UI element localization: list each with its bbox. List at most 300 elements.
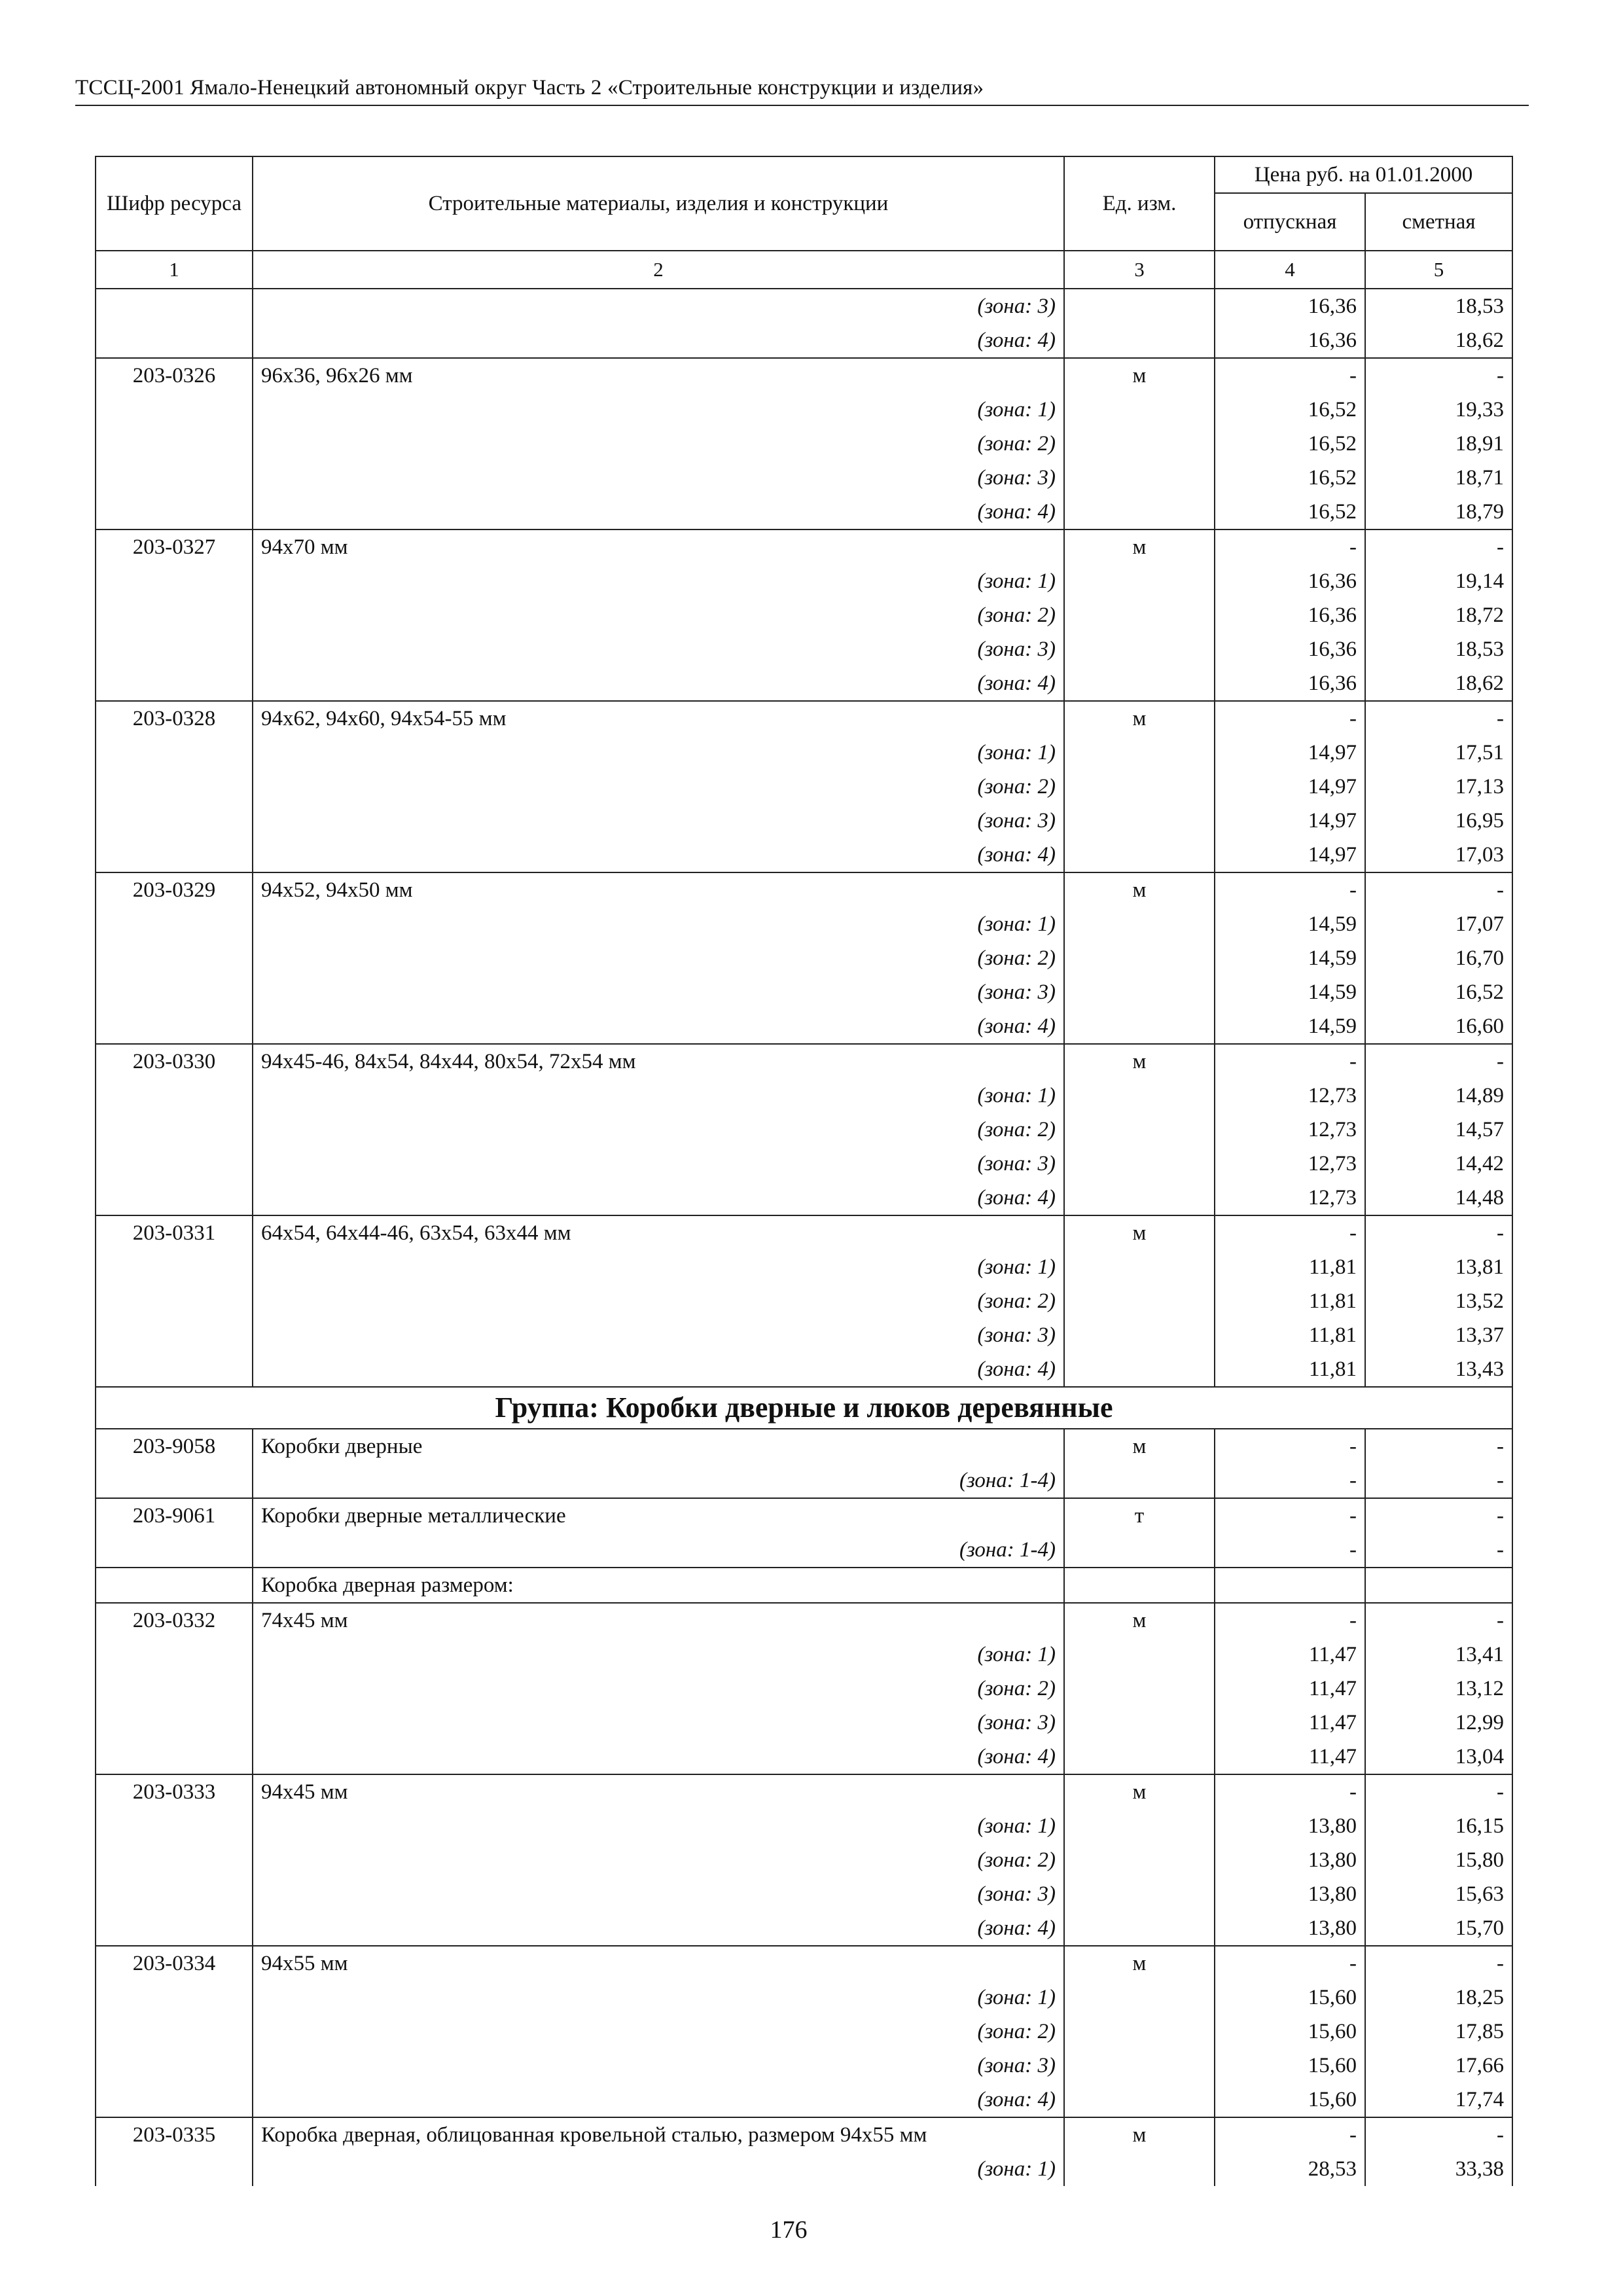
table-row bbox=[96, 289, 1512, 323]
zone-cell: (зона: 3) bbox=[253, 1706, 1064, 1740]
table-row bbox=[96, 1877, 1512, 1911]
unit-cell bbox=[1064, 1877, 1215, 1911]
release-price-cell: 16,36 bbox=[1215, 289, 1365, 323]
table-row bbox=[96, 1809, 1512, 1843]
code-cell bbox=[96, 1706, 253, 1740]
col-number: 1 bbox=[96, 251, 253, 289]
estimate-price-cell: 18,91 bbox=[1365, 427, 1512, 461]
table-row bbox=[96, 1181, 1512, 1215]
zone-cell: (зона: 4) bbox=[253, 2083, 1064, 2117]
code-cell bbox=[96, 427, 253, 461]
unit-cell bbox=[1064, 2083, 1215, 2117]
zone-cell: (зона: 2) bbox=[253, 1843, 1064, 1877]
estimate-price-cell: 13,52 bbox=[1365, 1284, 1512, 1318]
zone-cell: (зона: 2) bbox=[253, 1113, 1064, 1147]
unit-cell bbox=[1064, 907, 1215, 941]
code-cell bbox=[96, 1911, 253, 1946]
estimate-price-cell: 17,07 bbox=[1365, 907, 1512, 941]
unit-cell bbox=[1064, 1463, 1215, 1498]
table-row bbox=[96, 1498, 1512, 1533]
subheading-row bbox=[96, 1568, 1512, 1603]
release-price-cell: 12,73 bbox=[1215, 1181, 1365, 1215]
estimate-price-cell: 18,53 bbox=[1365, 289, 1512, 323]
code-cell bbox=[96, 1181, 253, 1215]
table-body bbox=[96, 289, 1512, 2186]
zone-cell: (зона: 2) bbox=[253, 598, 1064, 632]
table-row bbox=[96, 975, 1512, 1009]
estimate-price-cell: - bbox=[1365, 1946, 1512, 1981]
zone-cell: (зона: 3) bbox=[253, 289, 1064, 323]
release-price-cell: - bbox=[1215, 1215, 1365, 1250]
group-heading: Группа: Коробки дверные и люков деревянные bbox=[96, 1387, 1512, 1429]
estimate-price-cell: 18,72 bbox=[1365, 598, 1512, 632]
table-row bbox=[96, 701, 1512, 736]
zone-cell: (зона: 2) bbox=[253, 1284, 1064, 1318]
release-price-cell: 11,47 bbox=[1215, 1638, 1365, 1672]
estimate-price-cell: 16,70 bbox=[1365, 941, 1512, 975]
release-price-cell: 12,73 bbox=[1215, 1147, 1365, 1181]
code-cell bbox=[96, 666, 253, 701]
group-heading-row bbox=[96, 1387, 1512, 1429]
unit-cell bbox=[1064, 1740, 1215, 1774]
release-price-cell: 16,36 bbox=[1215, 666, 1365, 701]
estimate-price-cell: 12,99 bbox=[1365, 1706, 1512, 1740]
table-row bbox=[96, 2117, 1512, 2152]
col-number: 3 bbox=[1064, 251, 1215, 289]
zone-cell: (зона: 1) bbox=[253, 907, 1064, 941]
table-row bbox=[96, 2152, 1512, 2186]
estimate-price-cell: 18,62 bbox=[1365, 666, 1512, 701]
resource-code-cell: 203-0330 bbox=[96, 1044, 253, 1079]
release-price-cell: - bbox=[1215, 872, 1365, 907]
table-row bbox=[96, 770, 1512, 804]
table-row bbox=[96, 1533, 1512, 1568]
resource-code-cell: 203-0335 bbox=[96, 2117, 253, 2152]
unit-cell bbox=[1064, 461, 1215, 495]
resource-code-cell: 203-0328 bbox=[96, 701, 253, 736]
code-cell bbox=[96, 1147, 253, 1181]
table-row bbox=[96, 1009, 1512, 1044]
code-cell bbox=[96, 2152, 253, 2186]
code-cell bbox=[96, 941, 253, 975]
col-header-estimate: сметная bbox=[1365, 193, 1512, 251]
release-price-cell: 11,81 bbox=[1215, 1250, 1365, 1284]
item-name-cell: 94х45 мм bbox=[253, 1774, 1064, 1809]
estimate-price-cell: 17,13 bbox=[1365, 770, 1512, 804]
table-row bbox=[96, 461, 1512, 495]
estimate-price-cell: - bbox=[1365, 529, 1512, 564]
estimate-price-cell: - bbox=[1365, 1498, 1512, 1533]
unit-cell bbox=[1064, 1568, 1215, 1603]
zone-cell: (зона: 4) bbox=[253, 1181, 1064, 1215]
unit-cell: м bbox=[1064, 1429, 1215, 1463]
code-cell bbox=[96, 1672, 253, 1706]
zone-cell: (зона: 2) bbox=[253, 1672, 1064, 1706]
unit-cell bbox=[1064, 323, 1215, 358]
table-row bbox=[96, 1079, 1512, 1113]
price-table bbox=[95, 156, 1513, 2186]
release-price-cell: 16,52 bbox=[1215, 495, 1365, 529]
code-cell bbox=[96, 1079, 253, 1113]
release-price-cell: 14,97 bbox=[1215, 770, 1365, 804]
unit-cell bbox=[1064, 975, 1215, 1009]
table-row bbox=[96, 323, 1512, 358]
table-row bbox=[96, 529, 1512, 564]
estimate-price-cell: 17,85 bbox=[1365, 2015, 1512, 2049]
code-cell bbox=[96, 1809, 253, 1843]
estimate-price-cell: 17,03 bbox=[1365, 838, 1512, 872]
table-row bbox=[96, 1113, 1512, 1147]
table-row bbox=[96, 804, 1512, 838]
zone-cell: (зона: 1) bbox=[253, 736, 1064, 770]
table-row bbox=[96, 1463, 1512, 1498]
estimate-price-cell: - bbox=[1365, 1603, 1512, 1638]
table-row bbox=[96, 1911, 1512, 1946]
table-row bbox=[96, 495, 1512, 529]
release-price-cell: - bbox=[1215, 1603, 1365, 1638]
release-price-cell: - bbox=[1215, 1044, 1365, 1079]
zone-cell: (зона: 1) bbox=[253, 393, 1064, 427]
col-number: 2 bbox=[253, 251, 1064, 289]
estimate-price-cell: 13,41 bbox=[1365, 1638, 1512, 1672]
unit-cell bbox=[1064, 941, 1215, 975]
release-price-cell: 14,97 bbox=[1215, 804, 1365, 838]
estimate-price-cell: 19,14 bbox=[1365, 564, 1512, 598]
code-cell bbox=[96, 1250, 253, 1284]
table-row bbox=[96, 1638, 1512, 1672]
code-cell bbox=[96, 907, 253, 941]
zone-cell: (зона: 1) bbox=[253, 2152, 1064, 2186]
code-cell bbox=[96, 1284, 253, 1318]
zone-cell: (зона: 3) bbox=[253, 2049, 1064, 2083]
table-row bbox=[96, 2015, 1512, 2049]
col-header-unit: Ед. изм. bbox=[1064, 156, 1215, 251]
release-price-cell: 28,53 bbox=[1215, 2152, 1365, 2186]
release-price-cell: - bbox=[1215, 529, 1365, 564]
code-cell bbox=[96, 632, 253, 666]
zone-cell: (зона: 3) bbox=[253, 1147, 1064, 1181]
release-price-cell: - bbox=[1215, 2117, 1365, 2152]
zone-cell: (зона: 3) bbox=[253, 804, 1064, 838]
zone-cell: (зона: 4) bbox=[253, 323, 1064, 358]
release-price-cell: 16,52 bbox=[1215, 393, 1365, 427]
estimate-price-cell: 13,37 bbox=[1365, 1318, 1512, 1352]
table-row bbox=[96, 1706, 1512, 1740]
unit-cell bbox=[1064, 1079, 1215, 1113]
release-price-cell: 16,36 bbox=[1215, 598, 1365, 632]
table-row bbox=[96, 1044, 1512, 1079]
zone-cell: (зона: 3) bbox=[253, 975, 1064, 1009]
estimate-price-cell: 15,70 bbox=[1365, 1911, 1512, 1946]
release-price-cell: 11,81 bbox=[1215, 1318, 1365, 1352]
unit-cell bbox=[1064, 289, 1215, 323]
resource-code-cell: 203-0334 bbox=[96, 1946, 253, 1981]
estimate-price-cell: 13,12 bbox=[1365, 1672, 1512, 1706]
table-row bbox=[96, 427, 1512, 461]
estimate-price-cell: 18,79 bbox=[1365, 495, 1512, 529]
release-price-cell: 14,97 bbox=[1215, 736, 1365, 770]
estimate-price-cell: - bbox=[1365, 1429, 1512, 1463]
estimate-price-cell: 16,95 bbox=[1365, 804, 1512, 838]
unit-cell bbox=[1064, 598, 1215, 632]
release-price-cell: - bbox=[1215, 1429, 1365, 1463]
table-row bbox=[96, 838, 1512, 872]
estimate-price-cell: 14,57 bbox=[1365, 1113, 1512, 1147]
col-number: 4 bbox=[1215, 251, 1365, 289]
code-cell bbox=[96, 461, 253, 495]
table-row bbox=[96, 358, 1512, 393]
zone-cell: (зона: 2) bbox=[253, 941, 1064, 975]
release-price-cell: 14,59 bbox=[1215, 941, 1365, 975]
table-row bbox=[96, 598, 1512, 632]
zone-cell: (зона: 1) bbox=[253, 1809, 1064, 1843]
unit-cell: м bbox=[1064, 872, 1215, 907]
unit-cell bbox=[1064, 666, 1215, 701]
item-name-cell: 96х36, 96х26 мм bbox=[253, 358, 1064, 393]
page-number: 176 bbox=[770, 2216, 808, 2244]
release-price-cell: 12,73 bbox=[1215, 1113, 1365, 1147]
release-price-cell: 14,59 bbox=[1215, 1009, 1365, 1044]
zone-cell: (зона: 4) bbox=[253, 1352, 1064, 1387]
table-row bbox=[96, 564, 1512, 598]
unit-cell bbox=[1064, 1809, 1215, 1843]
release-price-cell: 13,80 bbox=[1215, 1809, 1365, 1843]
unit-cell bbox=[1064, 838, 1215, 872]
unit-cell bbox=[1064, 1009, 1215, 1044]
zone-cell: (зона: 3) bbox=[253, 1318, 1064, 1352]
item-name-cell: Коробки дверные bbox=[253, 1429, 1064, 1463]
col-header-code: Шифр ресурса bbox=[96, 156, 253, 251]
zone-cell: (зона: 4) bbox=[253, 1009, 1064, 1044]
code-cell bbox=[96, 1877, 253, 1911]
release-price-cell: 11,81 bbox=[1215, 1284, 1365, 1318]
item-name-cell: 94х70 мм bbox=[253, 529, 1064, 564]
code-cell bbox=[96, 323, 253, 358]
code-cell bbox=[96, 736, 253, 770]
unit-cell bbox=[1064, 1147, 1215, 1181]
unit-cell: м bbox=[1064, 1603, 1215, 1638]
unit-cell bbox=[1064, 2049, 1215, 2083]
estimate-price-cell: 15,63 bbox=[1365, 1877, 1512, 1911]
release-price-cell: - bbox=[1215, 1498, 1365, 1533]
code-cell bbox=[96, 289, 253, 323]
unit-cell bbox=[1064, 1181, 1215, 1215]
estimate-price-cell: 13,04 bbox=[1365, 1740, 1512, 1774]
estimate-price-cell: 33,38 bbox=[1365, 2152, 1512, 2186]
table-row bbox=[96, 1672, 1512, 1706]
table-row bbox=[96, 1843, 1512, 1877]
resource-code-cell: 203-0326 bbox=[96, 358, 253, 393]
code-cell bbox=[96, 1638, 253, 1672]
code-cell bbox=[96, 1981, 253, 2015]
release-price-cell: 15,60 bbox=[1215, 2015, 1365, 2049]
release-price-cell: 11,81 bbox=[1215, 1352, 1365, 1387]
table-head bbox=[96, 156, 1512, 289]
zone-cell: (зона: 3) bbox=[253, 1877, 1064, 1911]
table-row bbox=[96, 872, 1512, 907]
estimate-price-cell: 14,48 bbox=[1365, 1181, 1512, 1215]
resource-code-cell: 203-0329 bbox=[96, 872, 253, 907]
item-name-cell: 94х52, 94х50 мм bbox=[253, 872, 1064, 907]
table-row bbox=[96, 1774, 1512, 1809]
zone-cell: (зона: 4) bbox=[253, 666, 1064, 701]
estimate-price-cell: 17,66 bbox=[1365, 2049, 1512, 2083]
release-price-cell: - bbox=[1215, 1774, 1365, 1809]
unit-cell bbox=[1064, 1352, 1215, 1387]
estimate-price-cell: 18,71 bbox=[1365, 461, 1512, 495]
col-header-name: Строительные материалы, изделия и конструкции bbox=[253, 156, 1064, 251]
code-cell bbox=[96, 804, 253, 838]
zone-cell: (зона: 4) bbox=[253, 1911, 1064, 1946]
zone-cell: (зона: 1) bbox=[253, 1638, 1064, 1672]
table-row bbox=[96, 1740, 1512, 1774]
table-row bbox=[96, 2049, 1512, 2083]
estimate-price-cell: 16,15 bbox=[1365, 1809, 1512, 1843]
item-name-cell: 94х45-46, 84х54, 84х44, 80х54, 72х54 мм bbox=[253, 1044, 1064, 1079]
estimate-price-cell: 14,42 bbox=[1365, 1147, 1512, 1181]
release-price-cell: - bbox=[1215, 1533, 1365, 1568]
unit-cell: м bbox=[1064, 1774, 1215, 1809]
table-row bbox=[96, 1147, 1512, 1181]
header-rule bbox=[75, 105, 1529, 106]
table-row bbox=[96, 2083, 1512, 2117]
unit-cell bbox=[1064, 1638, 1215, 1672]
table-row bbox=[96, 736, 1512, 770]
unit-cell bbox=[1064, 495, 1215, 529]
zone-cell: (зона: 4) bbox=[253, 495, 1064, 529]
unit-cell bbox=[1064, 804, 1215, 838]
estimate-price-cell bbox=[1365, 1568, 1512, 1603]
code-cell bbox=[96, 1568, 253, 1603]
resource-code-cell: 203-0331 bbox=[96, 1215, 253, 1250]
col-header-price-group: Цена руб. на 01.01.2000 bbox=[1215, 156, 1512, 193]
estimate-price-cell: - bbox=[1365, 1044, 1512, 1079]
estimate-price-cell: 16,52 bbox=[1365, 975, 1512, 1009]
unit-cell bbox=[1064, 1911, 1215, 1946]
table-row bbox=[96, 632, 1512, 666]
code-cell bbox=[96, 1533, 253, 1568]
unit-cell bbox=[1064, 1706, 1215, 1740]
release-price-cell: 14,59 bbox=[1215, 975, 1365, 1009]
col-header-release: отпускная bbox=[1215, 193, 1365, 251]
table-row bbox=[96, 1429, 1512, 1463]
release-price-cell: - bbox=[1215, 1946, 1365, 1981]
code-cell bbox=[96, 1463, 253, 1498]
estimate-price-cell: - bbox=[1365, 1463, 1512, 1498]
code-cell bbox=[96, 564, 253, 598]
release-price-cell: 16,36 bbox=[1215, 323, 1365, 358]
estimate-price-cell: - bbox=[1365, 701, 1512, 736]
zone-cell: (зона: 3) bbox=[253, 461, 1064, 495]
zone-cell: (зона: 4) bbox=[253, 1740, 1064, 1774]
unit-cell: м bbox=[1064, 2117, 1215, 2152]
table-row bbox=[96, 1603, 1512, 1638]
estimate-price-cell: 13,43 bbox=[1365, 1352, 1512, 1387]
release-price-cell: 16,36 bbox=[1215, 564, 1365, 598]
estimate-price-cell: - bbox=[1365, 1774, 1512, 1809]
release-price-cell: 15,60 bbox=[1215, 2083, 1365, 2117]
zone-cell: (зона: 4) bbox=[253, 838, 1064, 872]
code-cell bbox=[96, 975, 253, 1009]
estimate-price-cell: 16,60 bbox=[1365, 1009, 1512, 1044]
zone-cell: (зона: 1) bbox=[253, 1250, 1064, 1284]
estimate-price-cell: - bbox=[1365, 2117, 1512, 2152]
unit-cell: м bbox=[1064, 358, 1215, 393]
table-row bbox=[96, 666, 1512, 701]
table-row bbox=[96, 1284, 1512, 1318]
estimate-price-cell: 17,51 bbox=[1365, 736, 1512, 770]
table-row bbox=[96, 1250, 1512, 1284]
zone-cell: (зона: 1-4) bbox=[253, 1533, 1064, 1568]
item-name-cell: 74х45 мм bbox=[253, 1603, 1064, 1638]
table-row bbox=[96, 1215, 1512, 1250]
unit-cell bbox=[1064, 632, 1215, 666]
code-cell bbox=[96, 2083, 253, 2117]
zone-cell: (зона: 1-4) bbox=[253, 1463, 1064, 1498]
code-cell bbox=[96, 598, 253, 632]
zone-cell: (зона: 1) bbox=[253, 1079, 1064, 1113]
zone-cell: (зона: 2) bbox=[253, 2015, 1064, 2049]
unit-cell bbox=[1064, 427, 1215, 461]
estimate-price-cell: 14,89 bbox=[1365, 1079, 1512, 1113]
resource-code-cell: 203-9061 bbox=[96, 1498, 253, 1533]
release-price-cell: 13,80 bbox=[1215, 1877, 1365, 1911]
zone-cell: (зона: 2) bbox=[253, 427, 1064, 461]
unit-cell bbox=[1064, 1533, 1215, 1568]
item-name-cell: Коробка дверная, облицованная кровельной сталью, размером 94х55 мм bbox=[253, 2117, 1064, 2152]
unit-cell bbox=[1064, 564, 1215, 598]
release-price-cell: 11,47 bbox=[1215, 1706, 1365, 1740]
table-row bbox=[96, 1981, 1512, 2015]
code-cell bbox=[96, 770, 253, 804]
release-price-cell: 15,60 bbox=[1215, 1981, 1365, 2015]
release-price-cell: 11,47 bbox=[1215, 1740, 1365, 1774]
unit-cell: м bbox=[1064, 1215, 1215, 1250]
code-cell bbox=[96, 2049, 253, 2083]
release-price-cell: 13,80 bbox=[1215, 1911, 1365, 1946]
release-price-cell: 14,59 bbox=[1215, 907, 1365, 941]
release-price-cell: - bbox=[1215, 1463, 1365, 1498]
table-row bbox=[96, 941, 1512, 975]
release-price-cell: 16,52 bbox=[1215, 427, 1365, 461]
release-price-cell: - bbox=[1215, 358, 1365, 393]
estimate-price-cell: 18,62 bbox=[1365, 323, 1512, 358]
subheading-cell: Коробка дверная размером: bbox=[253, 1568, 1064, 1603]
estimate-price-cell: 19,33 bbox=[1365, 393, 1512, 427]
release-price-cell: - bbox=[1215, 701, 1365, 736]
estimate-price-cell: 15,80 bbox=[1365, 1843, 1512, 1877]
item-name-cell: Коробки дверные металлические bbox=[253, 1498, 1064, 1533]
zone-cell: (зона: 3) bbox=[253, 632, 1064, 666]
running-header: ТССЦ-2001 Ямало-Ненецкий автономный округ Часть 2 «Строительные конструкции и изделия» bbox=[75, 76, 984, 99]
code-cell bbox=[96, 838, 253, 872]
release-price-cell: 12,73 bbox=[1215, 1079, 1365, 1113]
unit-cell bbox=[1064, 770, 1215, 804]
release-price-cell: 16,52 bbox=[1215, 461, 1365, 495]
table-row bbox=[96, 1352, 1512, 1387]
resource-code-cell: 203-0333 bbox=[96, 1774, 253, 1809]
estimate-price-cell: - bbox=[1365, 358, 1512, 393]
unit-cell bbox=[1064, 393, 1215, 427]
release-price-cell bbox=[1215, 1568, 1365, 1603]
table-row bbox=[96, 393, 1512, 427]
code-cell bbox=[96, 1113, 253, 1147]
code-cell bbox=[96, 1318, 253, 1352]
estimate-price-cell: - bbox=[1365, 872, 1512, 907]
code-cell bbox=[96, 1352, 253, 1387]
zone-cell: (зона: 1) bbox=[253, 564, 1064, 598]
unit-cell bbox=[1064, 2152, 1215, 2186]
